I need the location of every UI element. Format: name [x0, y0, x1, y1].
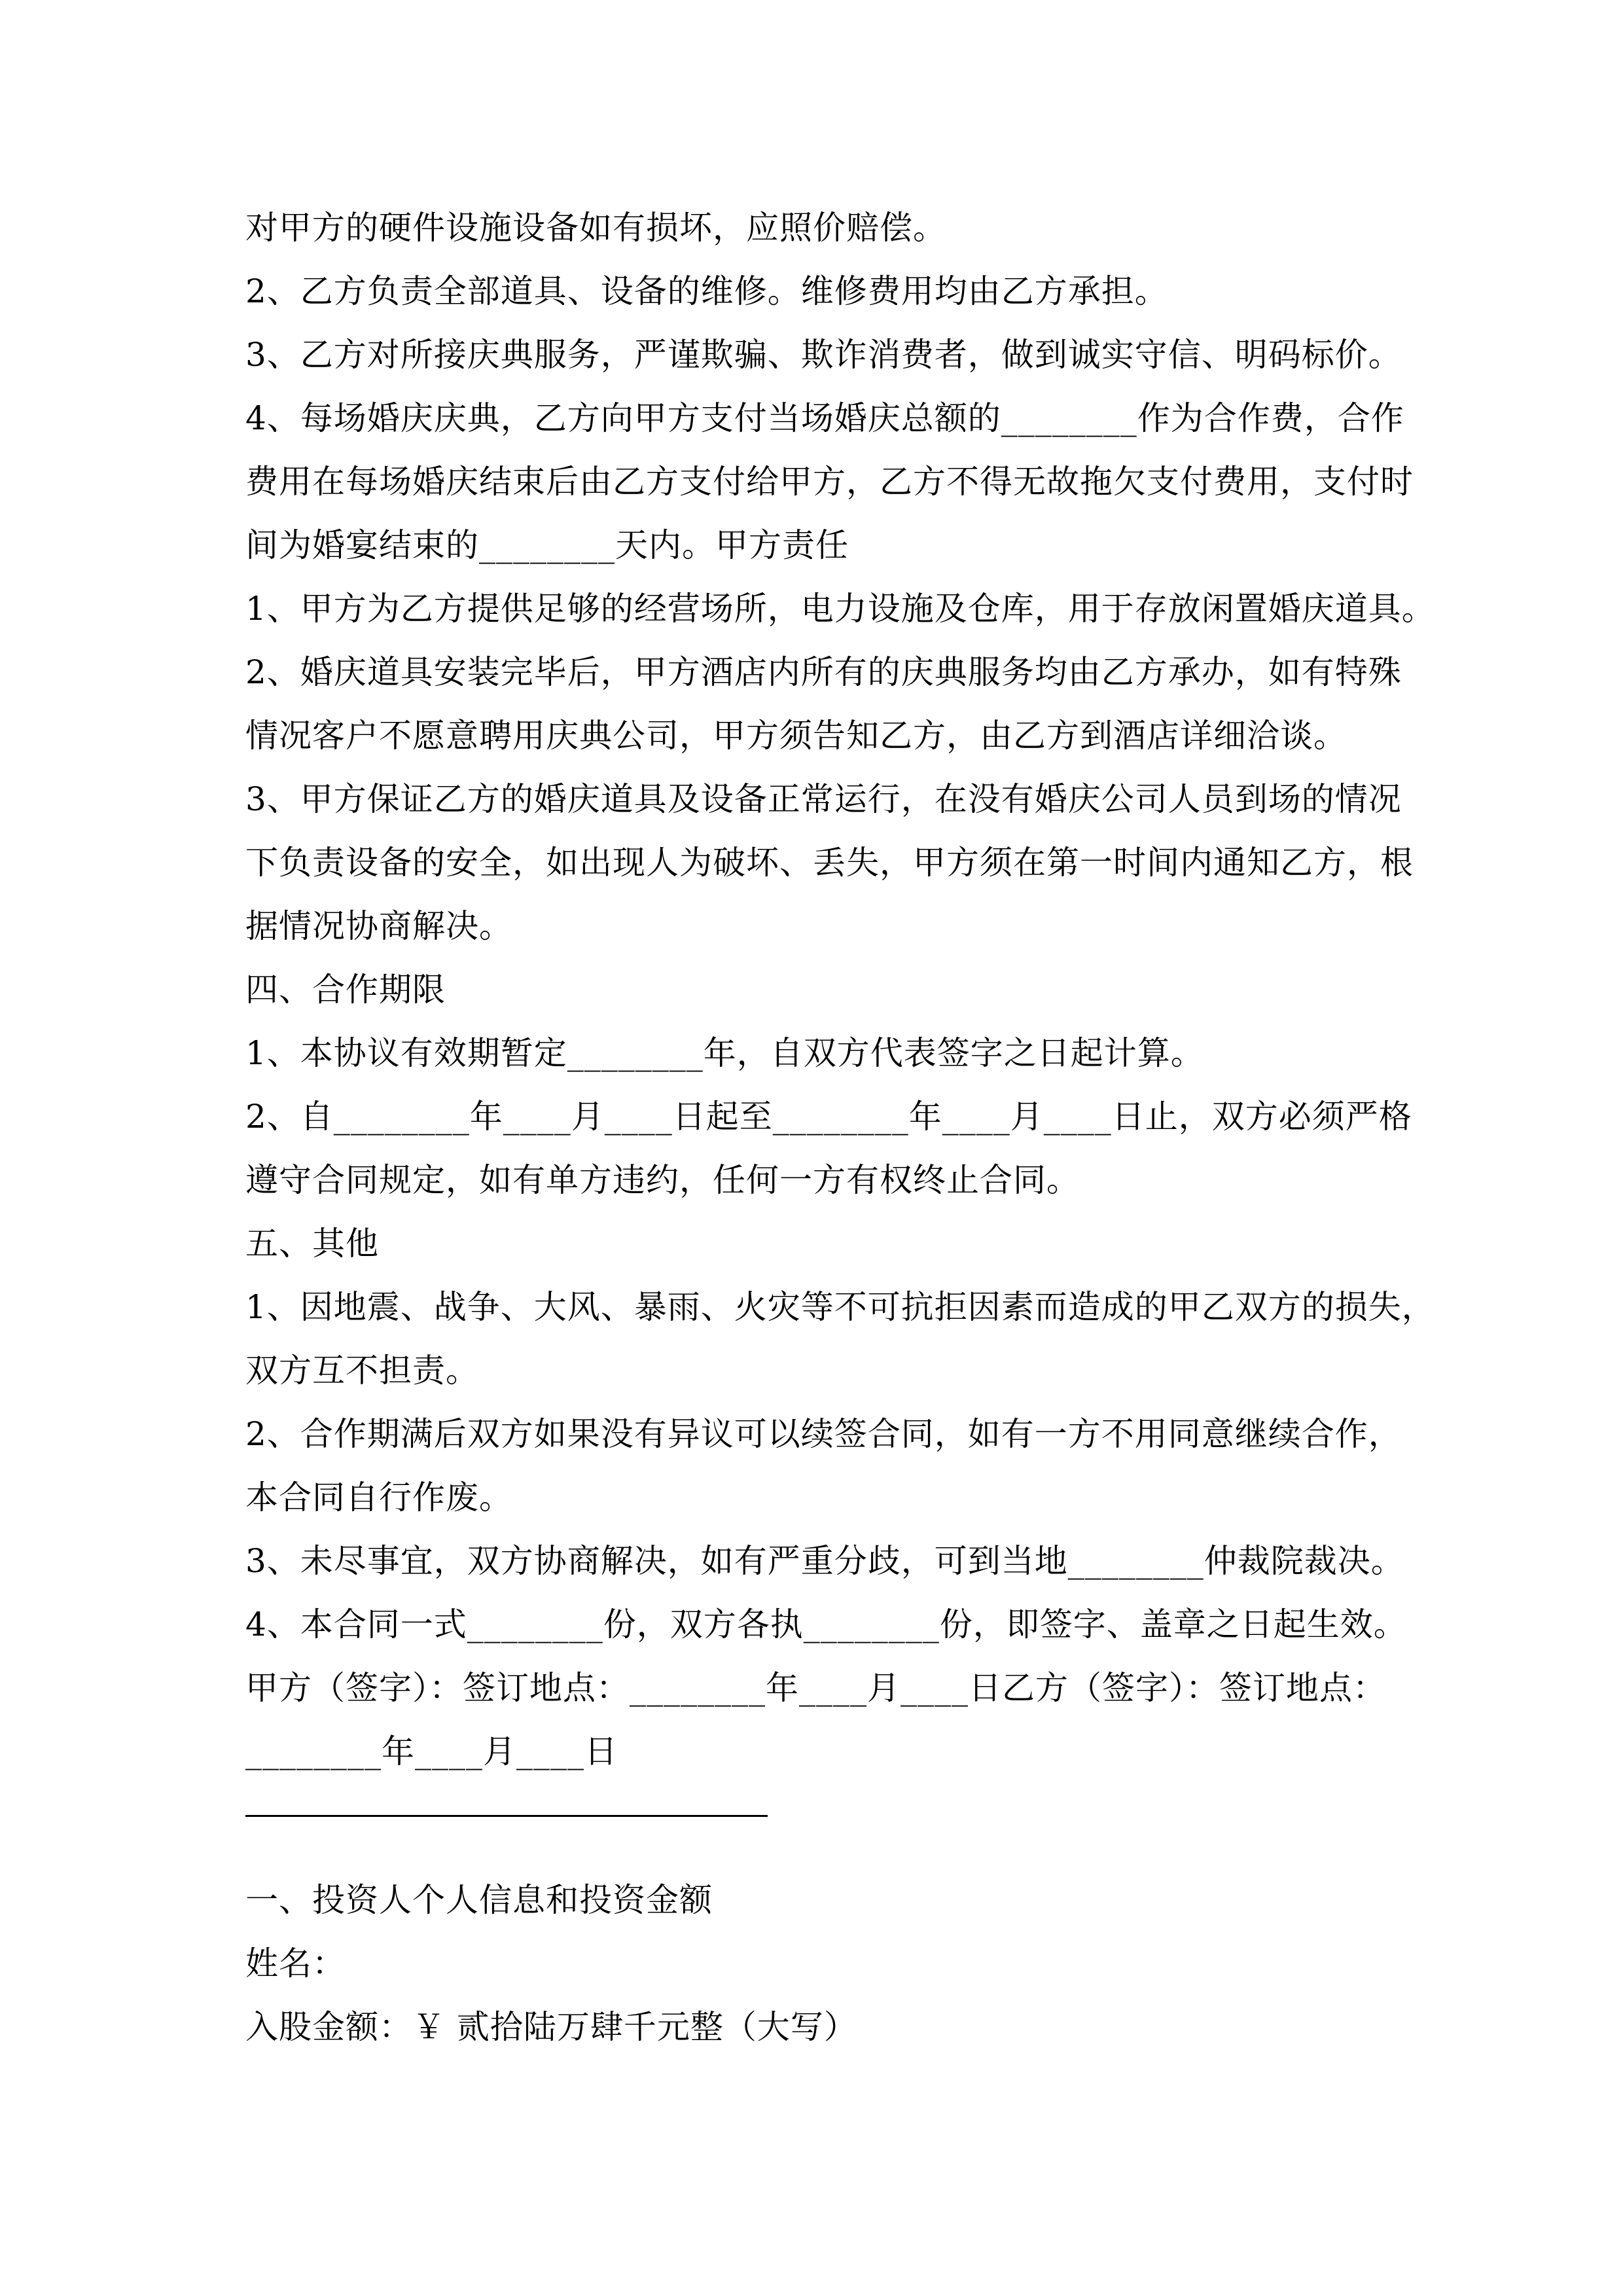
text-line: 本合同自行作废。	[245, 1479, 512, 1516]
text-line: 费用在每场婚庆结束后由乙方支付给甲方，乙方不得无故拖欠支付费用，支付时	[245, 463, 1414, 501]
text-line: 间为婚宴结束的________天内。甲方责任	[245, 526, 849, 564]
signature-date-line: ________年____月____日	[245, 1732, 618, 1770]
text-line: 4、本合同一式________份，双方各执________份，即签字、盖章之日起生效。	[245, 1605, 1407, 1643]
text-line: 2、婚庆道具安装完毕后，甲方酒店内所有的庆典服务均由乙方承办，如有特殊	[245, 653, 1402, 691]
text-line: 双方互不担责。	[245, 1352, 479, 1390]
text-line: 2、乙方负责全部道具、设备的维修。维修费用均由乙方承担。	[245, 272, 1168, 310]
text-line: 1、因地震、战争、大风、暴雨、火灾等不可抗拒因素而造成的甲乙双方的损失，	[245, 1288, 1435, 1326]
text-line: 姓名：	[245, 1945, 346, 1982]
text-line: 3、甲方保证乙方的婚庆道具及设备正常运行，在没有婚庆公司人员到场的情况	[245, 780, 1402, 818]
text-line: 下负责设备的安全，如出现人为破坏、丢失，甲方须在第一时间内通知乙方，根	[245, 844, 1414, 882]
text-line: 据情况协商解决。	[245, 907, 512, 945]
text-line: 对甲方的硬件设施设备如有损坏，应照价赔偿。	[245, 209, 946, 247]
signature-line: 甲方（签字）：签订地点：________年____月____日乙方（签字）：签订地点：	[245, 1669, 1386, 1707]
text-line: 3、未尽事宜，双方协商解决，如有严重分歧，可到当地________仲裁院裁决。	[245, 1542, 1404, 1580]
text-line: 遵守合同规定，如有单方违约，任何一方有权终止合同。	[245, 1161, 1080, 1199]
section-heading: 四、合作期限	[245, 971, 446, 1009]
section-heading: 一、投资人个人信息和投资金额	[245, 1881, 713, 1919]
text-line: 2、自________年____月____日起至________年____月____日止，双方必须严格	[245, 1098, 1412, 1136]
text-line: 1、本协议有效期暂定________年，自双方代表签字之日起计算。	[245, 1034, 1204, 1072]
text-line: 情况客户不愿意聘用庆典公司，甲方须告知乙方，由乙方到酒店详细洽谈。	[245, 717, 1347, 755]
document-body	[245, 196, 1435, 2059]
separator-rule	[245, 1784, 1423, 1847]
text-line: 入股金额：￥ 贰拾陆万肆千元整（大写）	[245, 2008, 857, 2046]
text-line: 4、每场婚庆庆典，乙方向甲方支付当场婚庆总额的________作为合作费，合作	[245, 399, 1404, 437]
text-line: 1、甲方为乙方提供足够的经营场所，电力设施及仓库，用于存放闲置婚庆道具。	[245, 590, 1435, 628]
text-line: 3、乙方对所接庆典服务，严谨欺骗、欺诈消费者，做到诚实守信、明码标价。	[245, 336, 1402, 374]
spacer	[245, 1847, 1423, 1869]
section-heading: 五、其他	[245, 1225, 379, 1263]
text-line: 2、合作期满后双方如果没有异议可以续签合同，如有一方不用同意继续合作，	[245, 1415, 1402, 1453]
